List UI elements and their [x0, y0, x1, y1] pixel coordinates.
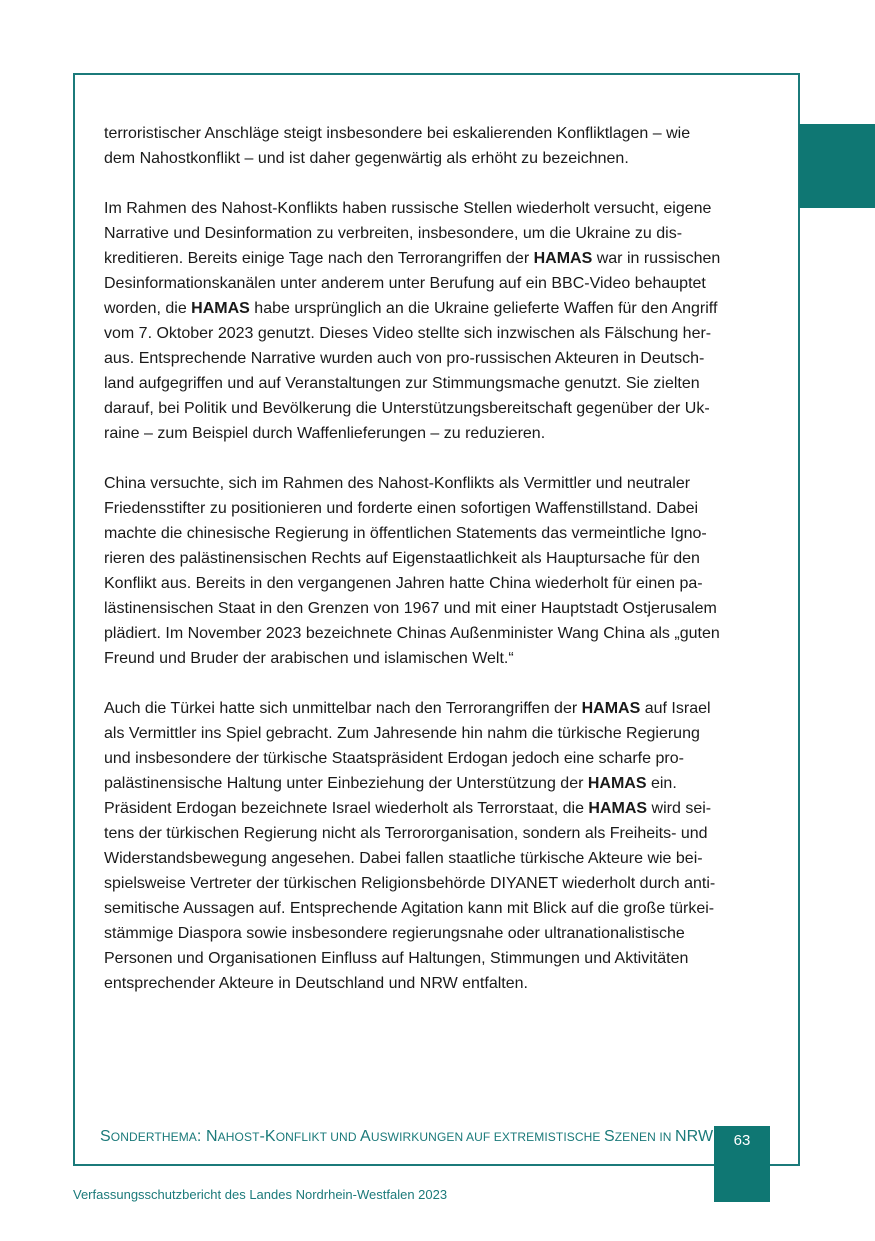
footer-title-segment: NRW	[674, 1128, 714, 1145]
text-line: tens der türkischen Regierung nicht als Terrororganisation, sondern als Freiheits- und	[104, 825, 708, 842]
page-number: 63	[733, 1132, 751, 1149]
footer-title-segment: S	[603, 1128, 615, 1145]
text-line: Personen und Organisationen Einfluss auf Haltungen, Stimmungen und Aktivitäten	[104, 950, 689, 967]
footer-title-segment: S	[100, 1128, 111, 1145]
text-line: Auch die Türkei hatte sich unmittelbar nach den Terrorangriffen der HAMAS auf Israel	[104, 700, 711, 717]
text-line: terroristischer Anschläge steigt insbesondere bei eskalierenden Konfliktlagen – wie	[104, 125, 691, 142]
text-line: Freund und Bruder der arabischen und islamischen Welt.“	[104, 650, 514, 667]
text-line: und insbesondere der türkische Staatspräsident Erdogan jedoch eine scharfe pro-	[104, 750, 684, 767]
footer-title-segment: -K	[259, 1128, 276, 1145]
text-line: raine – zum Beispiel durch Waffenlieferungen – zu reduzieren.	[104, 425, 546, 442]
paragraph	[104, 471, 772, 671]
text-line: palästinensische Haltung unter Einbeziehung der Unterstützung der HAMAS ein.	[104, 775, 677, 792]
footer-title-segment: ONDERTHEMA	[110, 1130, 197, 1144]
chapter-tab-marker	[799, 124, 875, 208]
organization-name: HAMAS	[533, 250, 593, 267]
footer-title-segment: AHOST	[217, 1130, 260, 1144]
body-text	[104, 121, 772, 1021]
text-line: lästinensischen Staat in den Grenzen von 1967 und mit einer Hauptstadt Ostjerusalem	[104, 600, 717, 617]
text-line: stämmige Diaspora sowie insbesondere regierungsnahe oder ultranationalistische	[104, 925, 685, 942]
footer-title-segment: ZENEN IN	[614, 1130, 675, 1144]
publication-caption: Verfassungsschutzbericht des Landes Nordrhein-Westfalen 2023	[73, 1187, 448, 1202]
text-line: Desinformationskanälen unter anderem unter Berufung auf ein BBC-Video behauptet	[104, 275, 706, 292]
text-line: entsprechender Akteure in Deutschland und NRW entfalten.	[104, 975, 528, 992]
paragraph	[104, 121, 772, 171]
organization-name: HAMAS	[191, 300, 250, 317]
text-line: worden, die HAMAS habe ursprünglich an die Ukraine gelieferte Waffen für den Angriff	[104, 300, 718, 317]
text-line: Widerstandsbewegung angesehen. Dabei fallen staatliche türkische Akteure wie bei-	[104, 850, 703, 867]
footer-title-segment: USWIRKUNGEN AUF EXTREMISTISCHE	[370, 1130, 604, 1144]
organization-name: HAMAS	[581, 700, 641, 717]
text-line: plädiert. Im November 2023 bezeichnete Chinas Außenminister Wang China als „guten	[104, 625, 720, 642]
text-line: rieren des palästinensischen Rechts auf Eigenstaatlichkeit als Hauptursache für den	[104, 550, 700, 567]
organization-name: HAMAS	[587, 775, 647, 792]
paragraph	[104, 696, 772, 996]
organization-name: HAMAS	[588, 800, 648, 817]
text-line: Narrative und Desinformation zu verbreiten, insbesondere, um die Ukraine zu dis-	[104, 225, 683, 242]
footer-title-segment: A	[360, 1128, 371, 1145]
page-number-box	[714, 1126, 770, 1202]
text-line: Friedensstifter zu positionieren und forderte einen sofortigen Waffenstillstand. Dabei	[104, 500, 699, 517]
footer-title-segment: ONFLIKT UND	[275, 1130, 361, 1144]
text-line: Konflikt aus. Bereits in den vergangenen Jahren hatte China wiederholt für einen pa-	[104, 575, 703, 592]
text-line: spielsweise Vertreter der türkischen Religionsbehörde DIYANET wiederholt durch anti-	[104, 875, 716, 892]
text-line: land aufgegriffen und auf Veranstaltungen zur Stimmungsmache genutzt. Sie zielten	[104, 375, 700, 392]
text-line: dem Nahostkonflikt – und ist daher gegenwärtig als erhöht zu bezeichnen.	[104, 150, 629, 167]
text-line: vom 7. Oktober 2023 genutzt. Dieses Video stellte sich inzwischen als Fälschung her-	[104, 325, 712, 342]
text-line: kreditieren. Bereits einige Tage nach den Terrorangriffen der HAMAS war in russischen	[104, 250, 721, 267]
text-line: semitische Aussagen auf. Entsprechende Agitation kann mit Blick auf die große türkei-	[104, 900, 715, 917]
text-line: als Vermittler ins Spiel gebracht. Zum Jahresende hin nahm die türkische Regierung	[104, 725, 700, 742]
text-line: China versuchte, sich im Rahmen des Nahost-Konflikts als Vermittler und neutraler	[104, 475, 691, 492]
footer-title-segment: : N	[196, 1128, 218, 1145]
text-line: aus. Entsprechende Narrative wurden auch von pro-russischen Akteuren in Deutsch-	[104, 350, 705, 367]
text-line: darauf, bei Politik und Bevölkerung die Unterstützungsbereitschaft gegenüber der Uk-	[104, 400, 710, 417]
running-footer-title	[100, 1128, 713, 1146]
text-line: Präsident Erdogan bezeichnete Israel wiederholt als Terrorstaat, die HAMAS wird sei-	[104, 800, 712, 817]
text-line: machte die chinesische Regierung in öffentlichen Statements das vermeintliche Igno-	[104, 525, 707, 542]
running-footer-title-text	[100, 1128, 713, 1145]
text-line: Im Rahmen des Nahost-Konflikts haben russische Stellen wiederholt versucht, eigene	[104, 200, 712, 217]
paragraph	[104, 196, 772, 446]
